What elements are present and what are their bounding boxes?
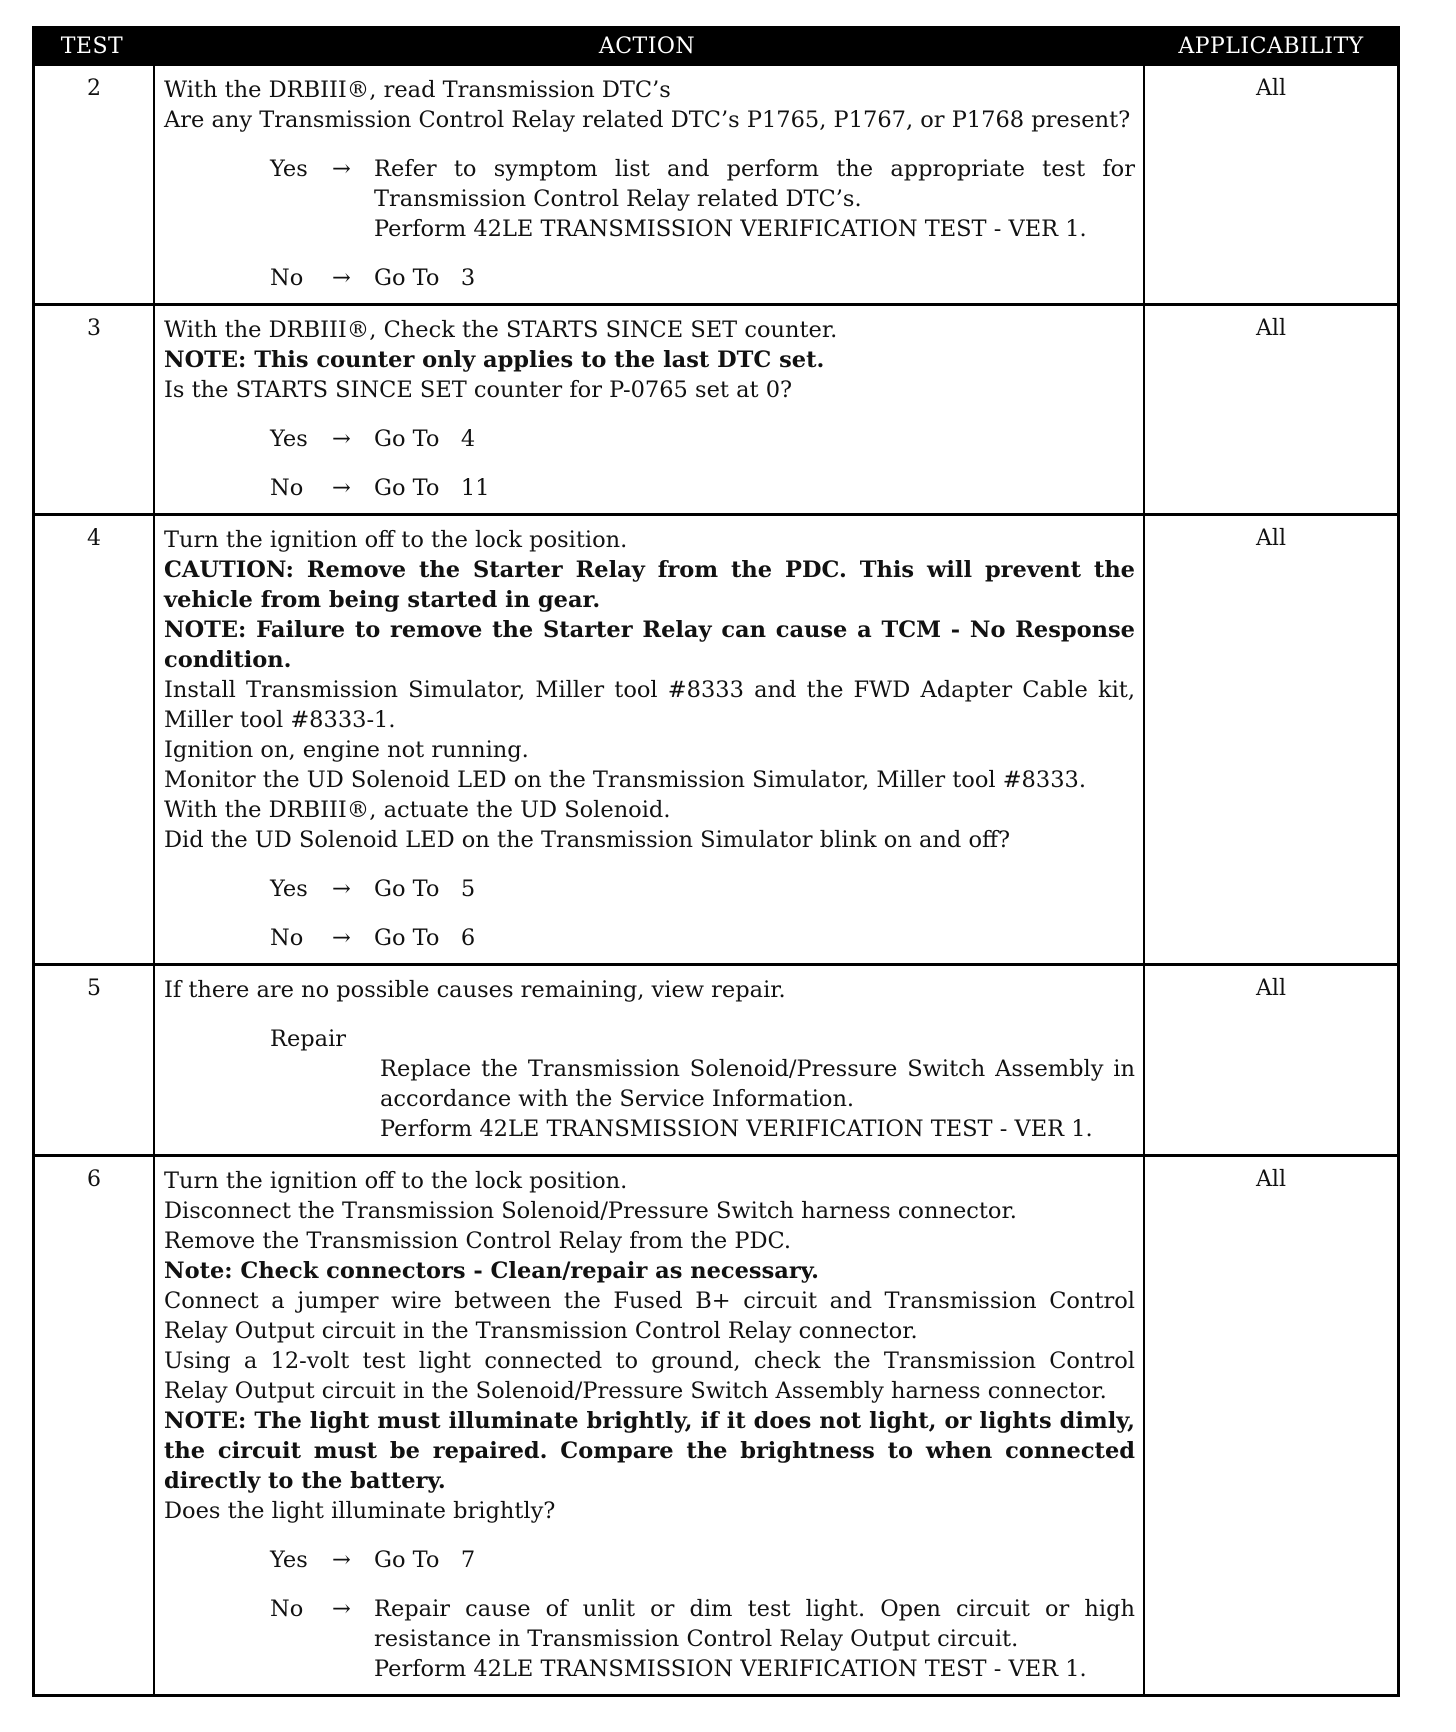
diagnostic-table	[32, 26, 1400, 1697]
answer-body	[374, 874, 1135, 904]
note-line: NOTE: The light must illuminate brightly, if it does not light, or lights dimly, the circuit must be repaired. Compare the brightness to when connected directly to the battery.	[164, 1408, 1135, 1494]
answer-label: Yes	[270, 156, 308, 182]
instruction-line: Disconnect the Transmission Solenoid/Pressure Switch harness connector.	[164, 1198, 1017, 1224]
goto-step: Go To 7	[374, 1547, 476, 1573]
answer-label: Yes	[270, 426, 308, 452]
instruction-line: Are any Transmission Control Relay related DTC’s P1765, P1767, or P1768 present?	[164, 107, 1131, 133]
instruction-line: With the DRBIII®, Check the STARTS SINCE SET counter.	[164, 317, 838, 343]
goto-step: Go To 4	[374, 426, 476, 452]
applicability: All	[1256, 76, 1286, 101]
test-number: 2	[35, 66, 155, 303]
note-line: CAUTION: Remove the Starter Relay from the PDC. This will prevent the vehicle from being started in gear.	[164, 557, 1135, 613]
answer-body	[374, 1545, 1135, 1575]
table-row	[35, 513, 1397, 963]
instruction-line: If there are no possible causes remaining, view repair.	[164, 977, 786, 1003]
action-cell	[155, 516, 1145, 963]
table-body	[32, 66, 1400, 1697]
note-line: Note: Check connectors - Clean/repair as necessary.	[164, 1258, 819, 1284]
arrow-icon: →	[332, 475, 351, 501]
test-number: 6	[35, 1157, 155, 1694]
test-number: 5	[35, 966, 155, 1154]
repair-text: Replace the Transmission Solenoid/Pressure Switch Assembly in accordance with the Service Information.	[380, 1056, 1135, 1112]
instruction-line: Turn the ignition off to the lock position.	[164, 1168, 628, 1194]
instruction-line: Ignition on, engine not running.	[164, 737, 529, 763]
applicability: All	[1256, 1167, 1286, 1192]
answer-label: Yes	[270, 1547, 308, 1573]
action-cell	[155, 66, 1145, 303]
answer-option	[164, 923, 1135, 953]
arrow-icon: →	[332, 156, 351, 182]
answer-body	[374, 923, 1135, 953]
table-row	[35, 963, 1397, 1154]
arrow-icon: →	[332, 1596, 351, 1622]
instruction-line: Using a 12-volt test light connected to ground, check the Transmission Control Relay Output circuit in the Solenoid/Pressure Switch Assembly harness connector.	[164, 1348, 1135, 1404]
answer-label: Yes	[270, 876, 308, 902]
instruction-line: Did the UD Solenoid LED on the Transmission Simulator blink on and off?	[164, 827, 1011, 853]
applicability: All	[1256, 526, 1286, 551]
answer-body	[374, 154, 1135, 244]
table-row	[35, 1154, 1397, 1694]
arrow-icon: →	[332, 876, 351, 902]
applicability: All	[1256, 976, 1286, 1001]
table-row	[35, 303, 1397, 513]
answer-label: No	[270, 265, 304, 291]
table-row	[35, 66, 1397, 303]
arrow-icon: →	[332, 1547, 351, 1573]
note-line: NOTE: This counter only applies to the last DTC set.	[164, 347, 825, 373]
arrow-icon: →	[332, 265, 351, 291]
instruction-line: With the DRBIII®, actuate the UD Solenoid.	[164, 797, 671, 823]
repair-label: Repair	[270, 1026, 347, 1052]
note-line: NOTE: Failure to remove the Starter Relay can cause a TCM - No Response condition.	[164, 617, 1135, 673]
goto-step: Go To 3	[374, 265, 476, 291]
test-number: 3	[35, 306, 155, 513]
arrow-icon: →	[332, 426, 351, 452]
instruction-line: Remove the Transmission Control Relay from the PDC.	[164, 1228, 792, 1254]
answer-body	[374, 263, 1135, 293]
answer-option	[164, 154, 1135, 244]
answer-body	[374, 1594, 1135, 1684]
answer-option	[164, 424, 1135, 454]
header-applicability: APPLICABILITY	[1178, 33, 1364, 59]
goto-step: Go To 11	[374, 475, 490, 501]
instruction-line: Turn the ignition off to the lock position.	[164, 527, 628, 553]
answer-label: No	[270, 925, 304, 951]
answer-text: Perform 42LE TRANSMISSION VERIFICATION TEST - VER 1.	[374, 216, 1087, 242]
instruction-line: With the DRBIII®, read Transmission DTC’s	[164, 77, 671, 103]
header-test: TEST	[60, 33, 124, 59]
instruction-line: Install Transmission Simulator, Miller tool #8333 and the FWD Adapter Cable kit, Miller tool #8333-1.	[164, 677, 1135, 733]
action-cell	[155, 1157, 1145, 1694]
instruction-line: Is the STARTS SINCE SET counter for P-0765 set at 0?	[164, 377, 793, 403]
applicability: All	[1256, 316, 1286, 341]
instruction-line: Does the light illuminate brightly?	[164, 1498, 556, 1524]
answer-option	[164, 473, 1135, 503]
answer-body	[374, 424, 1135, 454]
repair-text: Perform 42LE TRANSMISSION VERIFICATION TEST - VER 1.	[380, 1116, 1093, 1142]
answer-option	[164, 1594, 1135, 1684]
test-number: 4	[35, 516, 155, 963]
table-header	[32, 26, 1400, 66]
instruction-line: Connect a jumper wire between the Fused B+ circuit and Transmission Control Relay Output circuit in the Transmission Control Relay connector.	[164, 1288, 1135, 1344]
answer-option	[164, 263, 1135, 293]
header-action: ACTION	[598, 33, 696, 59]
goto-step: Go To 6	[374, 925, 476, 951]
answer-option	[164, 1545, 1135, 1575]
answer-text: Perform 42LE TRANSMISSION VERIFICATION TEST - VER 1.	[374, 1656, 1087, 1682]
action-cell	[155, 966, 1145, 1154]
action-cell	[155, 306, 1145, 513]
answer-label: No	[270, 475, 304, 501]
repair-body	[380, 1054, 1135, 1144]
arrow-icon: →	[332, 925, 351, 951]
answer-label: No	[270, 1596, 304, 1622]
answer-option	[164, 874, 1135, 904]
answer-text: Refer to symptom list and perform the appropriate test for Transmission Control Relay related DTC’s.	[374, 156, 1135, 212]
instruction-line: Monitor the UD Solenoid LED on the Transmission Simulator, Miller tool #8333.	[164, 767, 1086, 793]
goto-step: Go To 5	[374, 876, 476, 902]
answer-body	[374, 473, 1135, 503]
answer-text: Repair cause of unlit or dim test light. Open circuit or high resistance in Transmission Control Relay Output circuit.	[374, 1596, 1135, 1652]
